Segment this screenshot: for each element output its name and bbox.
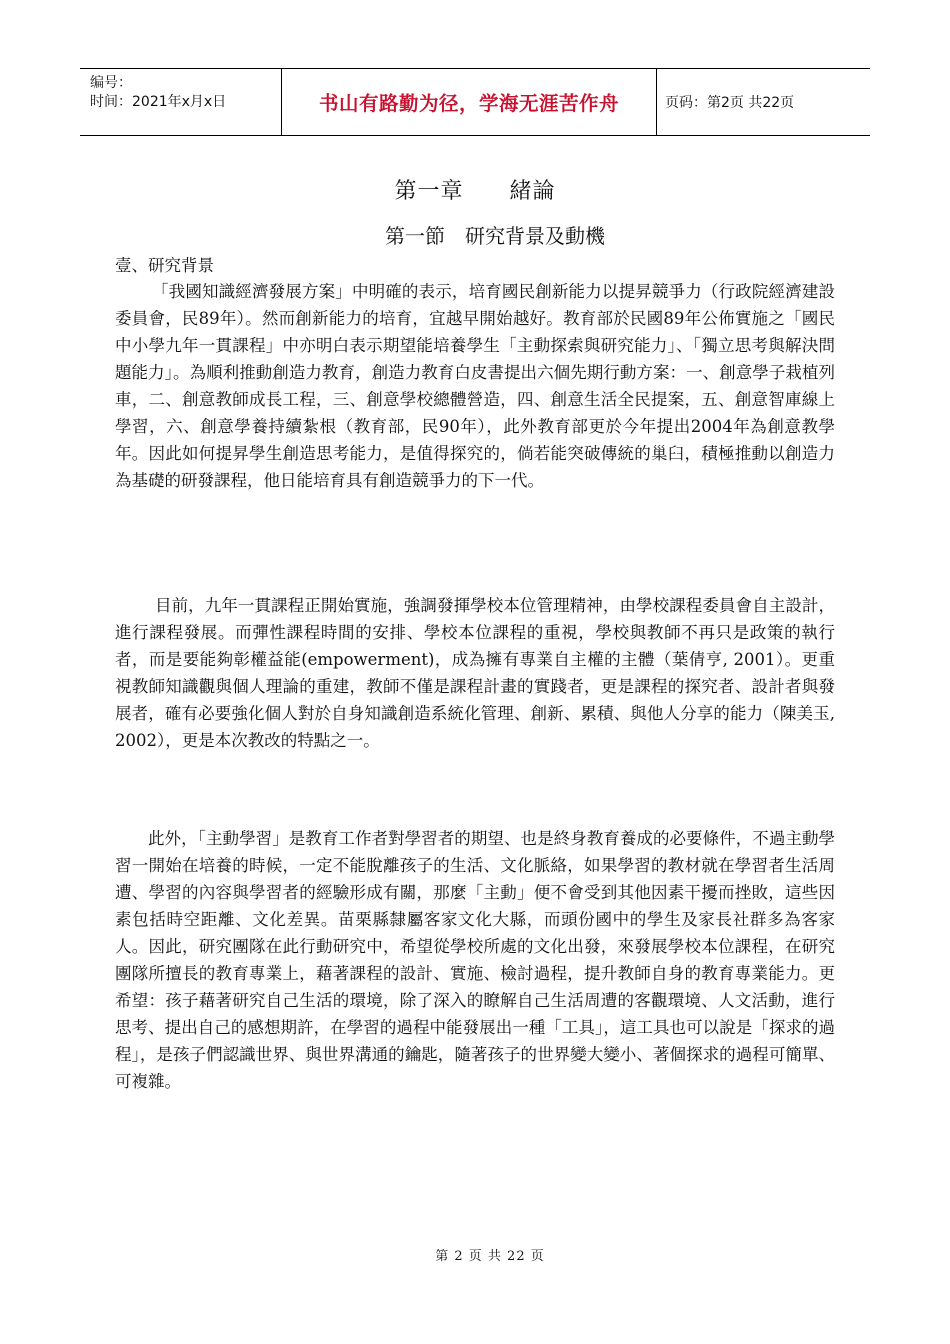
body-paragraph: 此外，「主動學習」是教育工作者對學習者的期望、也是終身教育養成的必要條件，不過主動學習一開始在培養的時候，一定不能脫離孩子的生活、文化脈絡，如果學習的教材就在學習者生活周遭、學習的內容與學習者的經驗形成有關，那麼「主動」便不會受到其他因素干擾而挫敗，這些因素包括時空距離、文化差異。苗栗縣隸屬客家文化大縣，而頭份國中的學生及家長社群多為客家人。因此，研究團隊在此行動研究中，希望從學校所處的文化出發，來發展學校本位課程，在研究團隊所擅長的教育專業上，藉著課程的設計、實施、檢討過程，提升教師自身的教育專業能力。更希望：孩子藉著研究自己生活的環境，除了深入的瞭解自己生活周遭的客觀環境、人文活動，進行思考、提出自己的感想期許，在學習的過程中能發展出一種「工具」，這工具也可以說是「探求的過程」，是孩子們認識世界、與世界溝通的鑰匙，隨著孩子的世界變大變小、著個探求的過程可簡單、可複雜。 xyxy=(115,829,835,1091)
page-footer: 第 2 页 共 22 页 xyxy=(435,1249,545,1264)
header-meta xyxy=(80,69,282,135)
body-paragraph: 「我國知識經濟發展方案」中明確的表示，培育國民創新能力以提昇競爭力（行政院經濟建設委員會，民89年）。然而創新能力的培育，宜越早開始越好。教育部於民國89年公佈實施之「國民中小學九年一貫課程」中亦明白表示期望能培養學生「主動探索與研究能力」、「獨立思考與解決問題能力」。為順利推動創造力教育，創造力教育白皮書提出六個先期行動方案：一、創意學子栽植列車，二、創意教師成長工程，三、創意學校總體營造，四、創意生活全民提案，五、創意智庫線上學習，六、創意學養持續紮根（教育部，民90年），此外教育部更於今年提出2004年為創意教學年。因此如何提昇學生創造思考能力，是值得探究的，倘若能突破傳統的巢臼，積極推動以創造力為基礎的研發課程，他日能培育具有創造競爭力的下一代。 xyxy=(115,282,835,490)
document-date-label: 时间：2021年x月x日 xyxy=(90,94,227,110)
chapter-title: 第一章 緒論 xyxy=(394,179,556,204)
section-title: 第一節 研究背景及動機 xyxy=(385,224,605,248)
header-slogan: 书山有路勤为径，学海无涯苦作舟 xyxy=(282,69,657,135)
page-header xyxy=(80,68,870,136)
document-number-label: 编号： xyxy=(90,75,132,91)
subheading: 壹、研究背景 xyxy=(115,256,214,275)
header-page-info: 页码：第2页 共22页 xyxy=(665,95,795,111)
body-paragraph: 目前，九年一貫課程正開始實施，強調發揮學校本位管理精神，由學校課程委員會自主設計，進行課程發展。而彈性課程時間的安排、學校本位課程的重視，學校與教師不再只是政策的執行者，而是要能夠彰權益能(empowerment)，成為擁有專業自主權的主體（葉倩亨, 2001）。更重視教師知識觀與個人理論的重建，教師不僅是課程計畫的實踐者，更是課程的探究者、設計者與發展者，確有必要強化個人對於自身知識創造系統化管理、創新、累積、與他人分享的能力（陳美玉, 2002），更是本次教改的特點之一。 xyxy=(115,596,835,750)
